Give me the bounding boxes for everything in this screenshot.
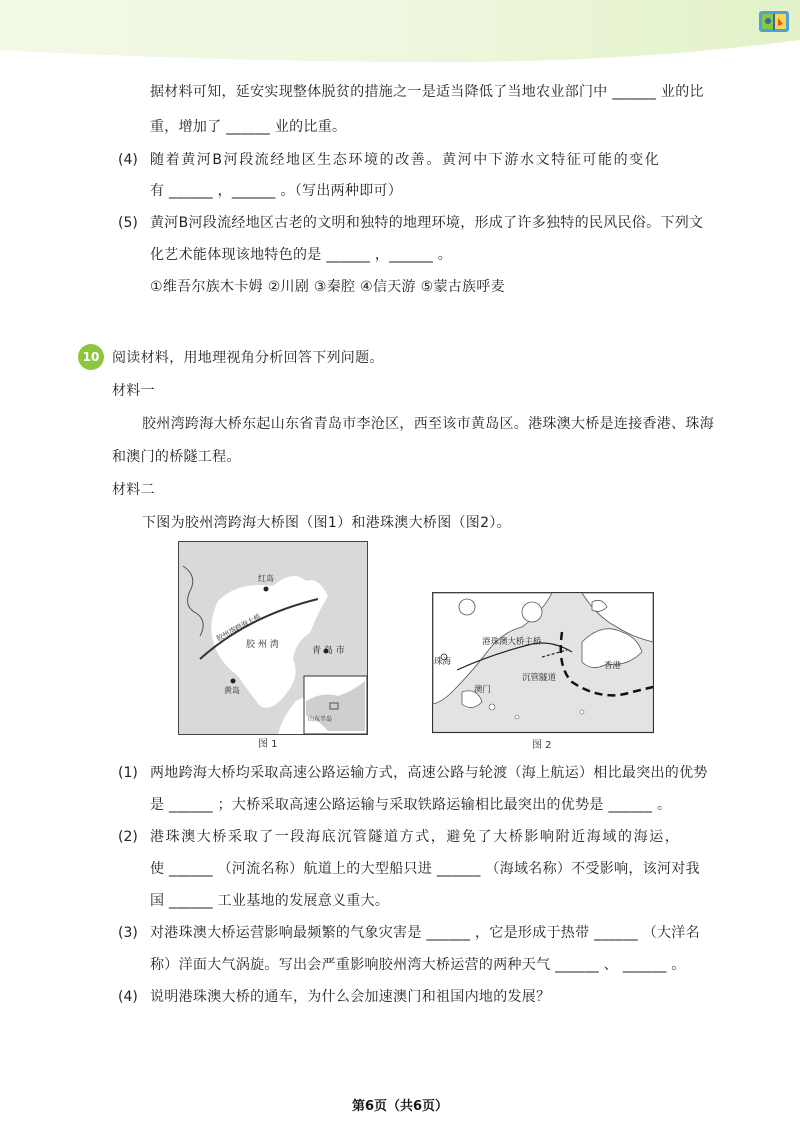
figure-2-caption: 图 2 (532, 740, 552, 751)
q10-p4-line1: 说明港珠澳大桥的通车，为什么会加速澳门和祖国内地的发展？ (150, 989, 551, 1005)
q10-p4-number: (4) (118, 989, 138, 1005)
figure-1-jiaozhou-bay-map (178, 541, 368, 751)
q10-p1-number: (1) (118, 765, 138, 781)
material-one-line1: 胶州湾跨海大桥东起山东省青岛市李沧区，西至该市黄岛区。港珠澳大桥是连接香港、珠海 (142, 416, 714, 432)
q10-intro: 阅读材料，用地理视角分析回答下列问题。 (112, 350, 384, 366)
q10-p2-line3: 国 ______ 工业基地的发展意义重大。 (150, 893, 390, 909)
q9-p5-line1: 黄河B河段流经地区古老的文明和独特的地理环境，形成了许多独特的民风民俗。下列文 (150, 215, 704, 231)
fig1-label-inset: 山东半岛 (308, 716, 333, 723)
question-number-badge: 10 (78, 344, 104, 370)
q9-cont-line1: 据材料可知，延安实现整体脱贫的措施之一是适当降低了当地农业部门中 ______ 业的比 (150, 84, 704, 100)
q9-cont-line2: 重，增加了 ______ 业的比重。 (150, 119, 347, 135)
q9-p4-line1: 随着黄河B河段流经地区生态环境的改善。黄河中下游水文特征可能的变化 (150, 152, 661, 168)
q10-p3-line2: 称）洋面大气涡旋。写出会严重影响胶州湾大桥运营的两种天气 ______ 、 ______ 。 (150, 957, 686, 973)
fig1-label-huangdao: 黄岛 (224, 686, 240, 695)
figure-2-hzmb-map (432, 592, 654, 752)
q9-p5-line2: 化艺术能体现该地特色的是 ______ ，______ 。 (150, 247, 453, 263)
q9-p4-number: (4) (118, 152, 138, 168)
material-two-line1: 下图为胶州湾跨海大桥图（图1）和港珠澳大桥图（图2）。 (142, 515, 511, 531)
material-two-label: 材料二 (112, 482, 155, 498)
fig2-label-macau: 澳门 (474, 685, 492, 695)
q10-p3-line1: 对港珠澳大桥运营影响最频繁的气象灾害是 ______ ，它是形成于热带 ______ （大洋名 (150, 925, 700, 941)
q9-p4-line2: 有 ______ ，______ 。（写出两种即可） (150, 183, 403, 199)
q10-p2-line2: 使 ______ （河流名称）航道上的大型船只进 ______ （海域名称）不受影响，该河对我 (150, 861, 700, 877)
q10-p2-line1: 港珠澳大桥采取了一段海底沉管隧道方式，避免了大桥影响附近海域的海运， (150, 829, 681, 845)
fig2-label-hk: 香港 (604, 661, 622, 671)
material-one-label: 材料一 (112, 383, 155, 399)
fig1-label-hongdao: 红岛 (258, 574, 274, 583)
page-footer: 第6页（共6页） (351, 1099, 449, 1114)
q10-p2-number: (2) (118, 829, 138, 845)
fig1-label-bridge: 胶州湾跨海大桥 (215, 612, 263, 643)
fig2-label-zhuhai: 珠海 (434, 657, 452, 667)
q10-p1-line1: 两地跨海大桥均采取高速公路运输方式，高速公路与轮渡（海上航运）相比最突出的优势 (150, 765, 708, 781)
fig2-label-tunnel: 沉管隧道 (522, 673, 557, 683)
fig1-label-bay: 胶 州 湾 (246, 640, 279, 650)
q9-p5-options: ①维吾尔族木卡姆 ②川剧 ③秦腔 ④信天游 ⑤蒙古族呼麦 (150, 279, 505, 295)
q10-p3-number: (3) (118, 925, 138, 941)
q10-p1-line2: 是 ______ ；大桥采取高速公路运输与采取铁路运输相比最突出的优势是 ______ 。 (150, 797, 672, 813)
fig2-label-bridge: 港珠澳大桥主桥 (482, 637, 542, 647)
material-one-line2: 和澳门的桥隧工程。 (112, 449, 241, 465)
figure-1-caption: 图 1 (258, 739, 278, 750)
book-map-icon (758, 8, 790, 34)
header-band (0, 0, 800, 70)
q9-p5-number: (5) (118, 215, 138, 231)
fig1-label-city: 青 岛 市 (312, 646, 345, 656)
